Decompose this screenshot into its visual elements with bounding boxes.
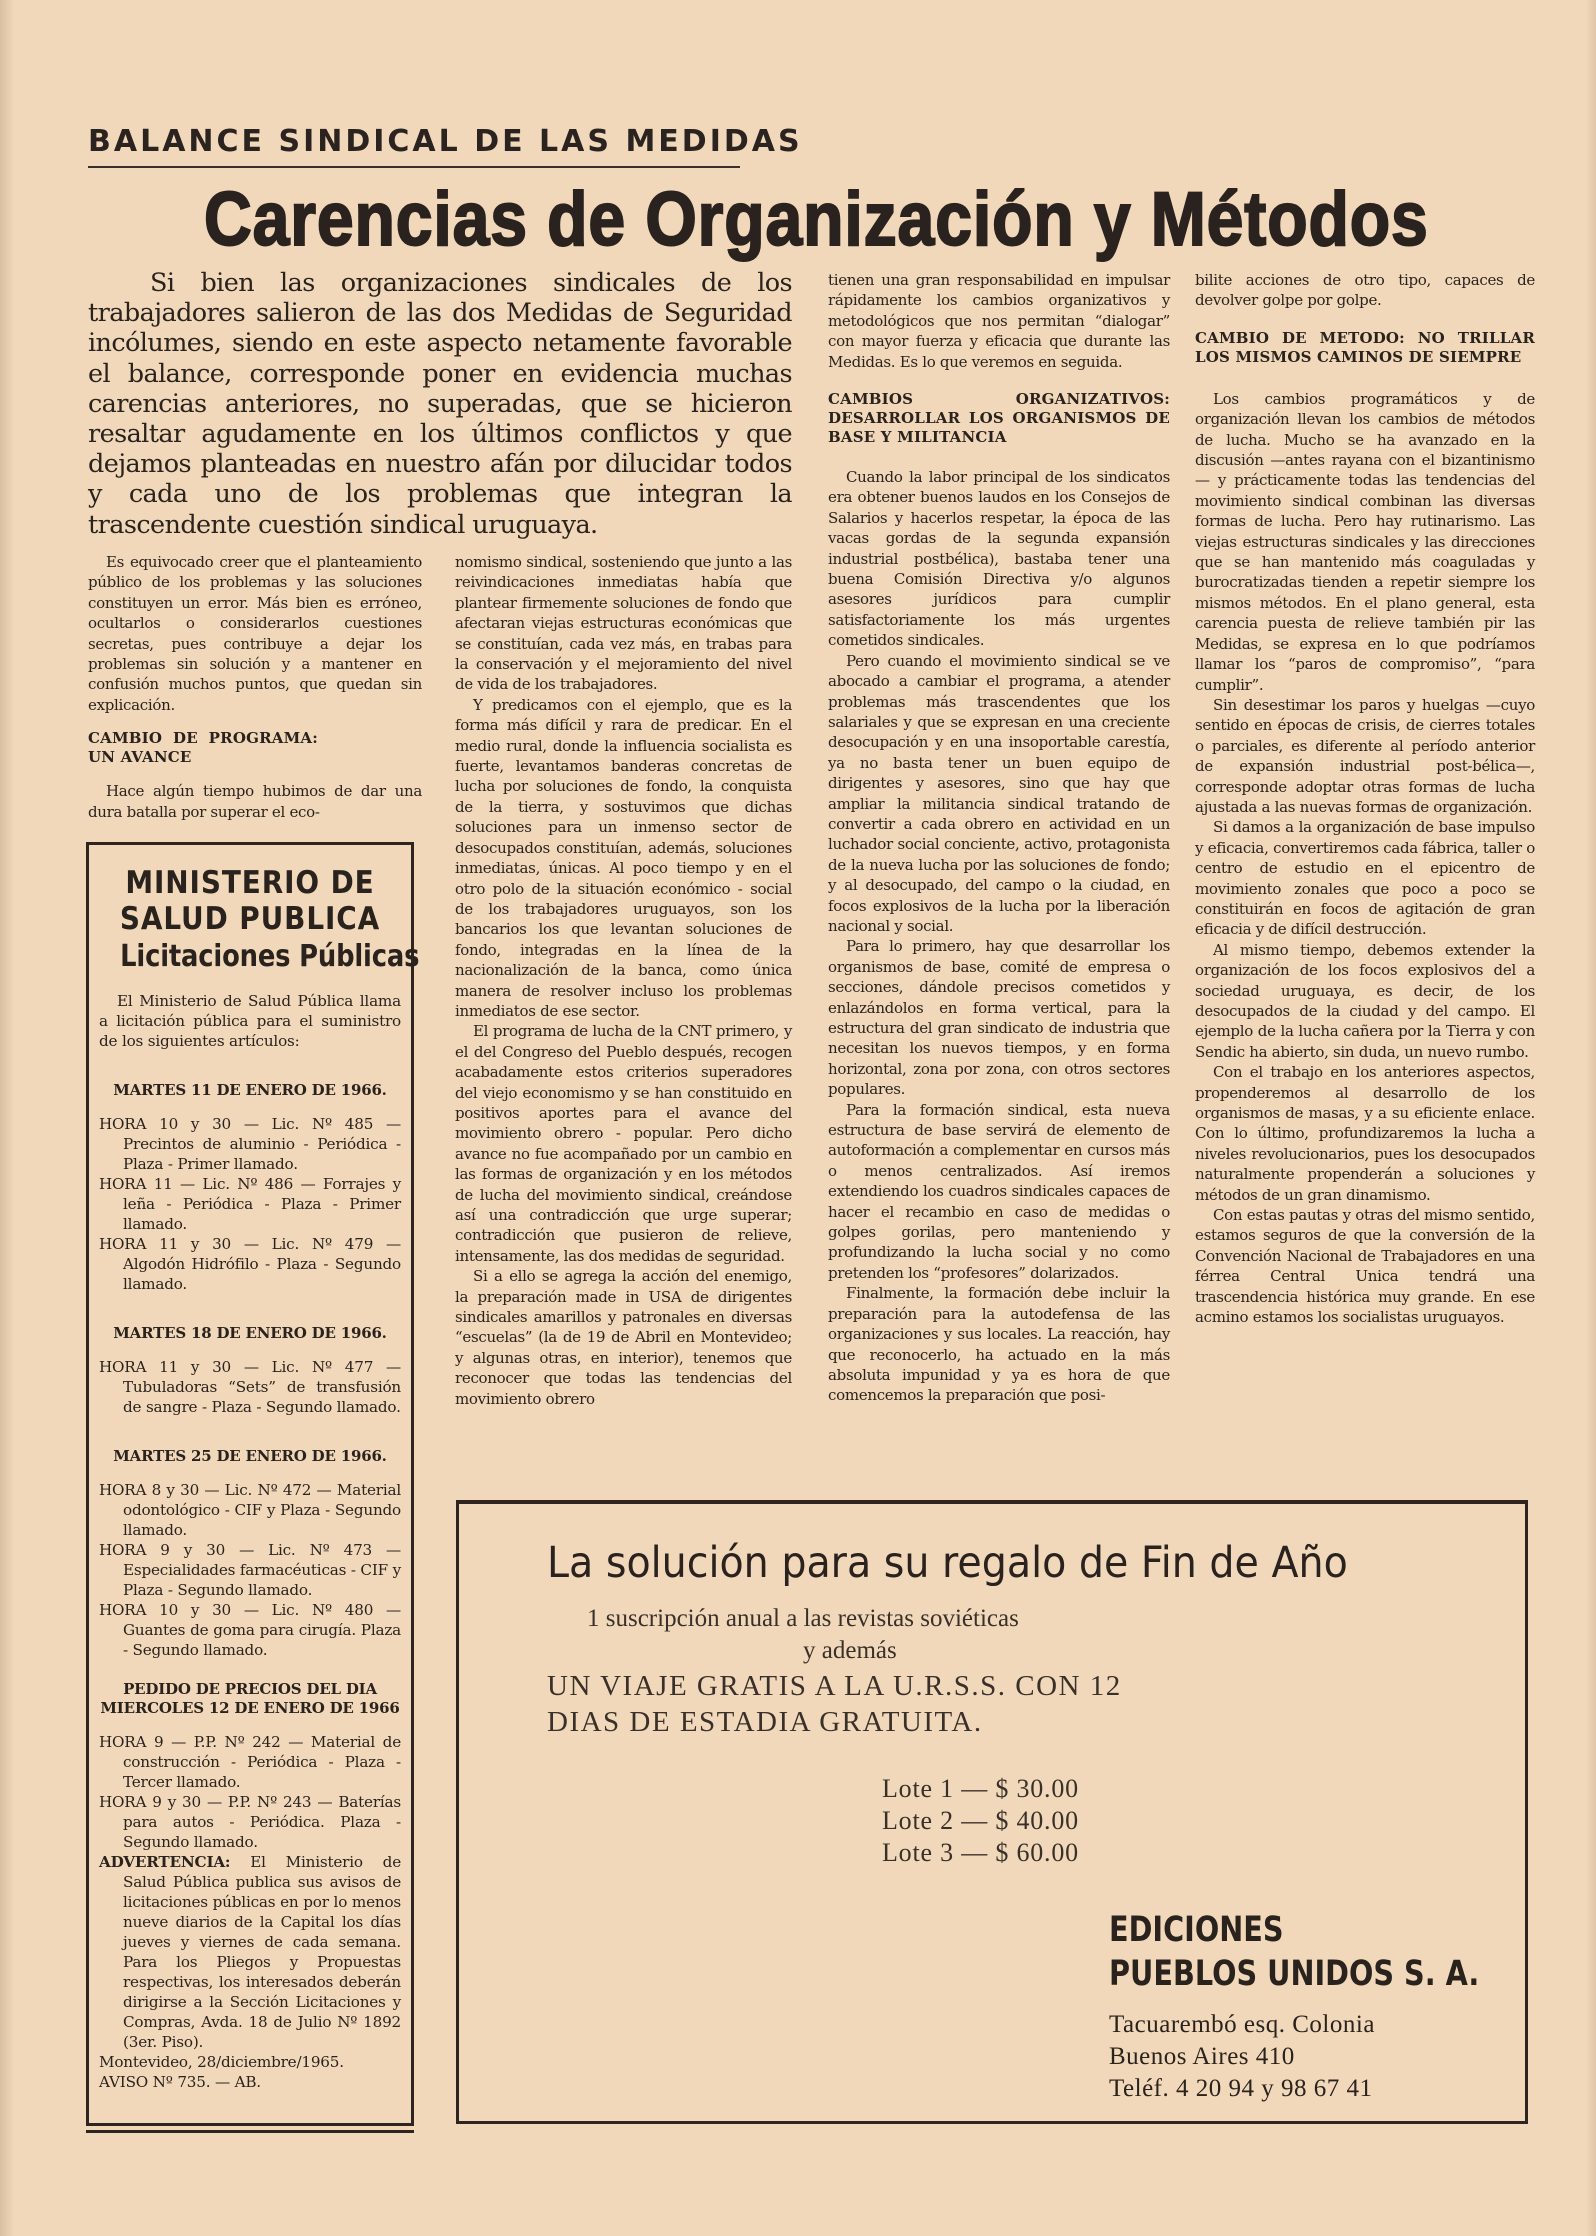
tender-item: HORA 11 — Lic. Nº 486 — Forrajes y leña - Periódica - Plaza - Primer llamado. bbox=[99, 1175, 401, 1233]
paragraph: Con estas pautas y otras del mismo sentido, estamos seguros de que la conversión de la Convención Nacional de Trabajadores en una férrea Central Unica tendrá una trascendencia histórica muy grande. En ese acmino estamos los socialistas uruguayos. bbox=[1195, 1206, 1535, 1327]
paragraph: Los cambios programáticos y de organización llevan los cambios de métodos de lucha. Mucho se ha avanzado en la discusión —antes rayana con el bizantinismo— y prácticamente todas las tendencias del movimiento sindical combinan las diversas formas de lucha. Pero hay rutinarismo. Las viejas estructuras sindicales y las direcciones que se han mantenido más coaguladas y burocratizadas tienden a repetir siempre los mismos métodos. En el plano general, esta carencia puesta de relieve también pir las Medidas, se expresa en lo que podríamos llamar los “paros de compromiso”, “para cumplir”. bbox=[1195, 389, 1535, 694]
publisher-name-line-1: EDICIONES bbox=[1109, 1910, 1284, 1950]
subheading: CAMBIO DE METODO: NO TRILLAR LOS MISMOS CAMINOS DE SIEMPRE bbox=[1195, 328, 1535, 366]
paragraph: Pero cuando el movimiento sindical se ve abocado a cambiar el programa, a atender problemas más trascendentes que los salariales y que se expresan en una creciente desocupación y en una insoportable carestía, ya no basta tener un buen equipo de dirigentes y asesores, sino que hay que ampliar la militancia sindical tratando de convertir a cada obrero en actividad en un luchador social conciente, activo, protagonista de la nueva lucha por las soluciones de fondo; y al desocupado, del campo o la ciudad, en focos explosivos de la lucha por la liberación nacional y social. bbox=[828, 651, 1170, 935]
tender-date: MARTES 11 DE ENERO DE 1966. bbox=[113, 1081, 387, 1099]
ministry-intro: El Ministerio de Salud Pública llama a licitación pública para el suministro de los siguientes artículos: bbox=[99, 992, 401, 1050]
page-edge-shadow bbox=[1586, 0, 1596, 2236]
tender-item: HORA 9 y 30 — P.P. Nº 243 — Baterías para autos - Periódica. Plaza - Segundo llamado. bbox=[99, 1793, 401, 1851]
tender-date: MARTES 25 DE ENERO DE 1966. bbox=[113, 1447, 387, 1465]
article-column-4 bbox=[1195, 270, 1535, 1328]
paragraph: Es equivocado creer que el planteamiento público de los problemas y las soluciones constituyen un error. Más bien es erróneo, ocultarlos o considerarlos cuestiones secretas, pues contribuye a dejar los problemas sin solución y a mantener en confusión muchos puntos, que quedan sin explicación. bbox=[88, 553, 422, 714]
tender-item: HORA 11 y 30 — Lic. Nº 477 — Tubuladoras “Sets” de transfusión de sangre - Plaza - Segundo llamado. bbox=[99, 1358, 401, 1416]
warning-label: ADVERTENCIA: bbox=[99, 1853, 231, 1871]
paragraph: Cuando la labor principal de los sindicatos era obtener buenos laudos en los Consejos de Salarios y hacerlos respetar, la época de las vacas gordas de la segunda expansión industrial postbélica), bastaba tener una buena Comisión Directiva y/o algunos asesores jurídicos para cumplir satisfactoriamente los más urgentes cometidos sindicales. bbox=[828, 468, 1170, 650]
paragraph: tienen una gran responsabilidad en impulsar rápidamente los cambios organizativos y metodológicos que nos permitan “dialogar” con mayor fuerza y eficacia que durante las Medidas. Es lo que veremos en seguida. bbox=[828, 271, 1170, 371]
tender-item: HORA 10 y 30 — Lic. Nº 485 — Precintos de aluminio - Periódica - Plaza - Primer llamado. bbox=[99, 1115, 401, 1173]
tender-warning bbox=[99, 1852, 401, 2052]
subheading: CAMBIO DE PROGRAMA: UN AVANCE bbox=[88, 729, 318, 767]
tender-item: HORA 9 y 30 — Lic. Nº 473 — Especialidades farmacéuticas - CIF y Plaza - Segundo llamado. bbox=[99, 1541, 401, 1599]
article-lead: Si bien las organizaciones sindicales de los trabajadores salieron de las dos Medidas de Seguridad incólumes, siendo en este aspecto netamente favorable el balance, corresponde poner en evidencia muchas carencias anteriores, no superadas, que se hicieron resaltar agudamente en los últimos conflictos y que dejamos planteadas en nuestro afán por dilucidar todos y cada uno de los problemas que integran la trascendente cuestión sindical uruguaya. bbox=[88, 268, 792, 540]
tender-date: MARTES 18 DE ENERO DE 1966. bbox=[113, 1324, 387, 1342]
paragraph: bilite acciones de otro tipo, capaces de devolver golpe por golpe. bbox=[1195, 271, 1535, 310]
place-date: Montevideo, 28/diciembre/1965. bbox=[99, 2053, 344, 2071]
publisher-name-line-2: PUEBLOS UNIDOS S. A. bbox=[1109, 1954, 1480, 1994]
ad-line-subscription: 1 suscripción anual a las revistas soviéticas bbox=[587, 1605, 1019, 1632]
tender-group bbox=[99, 1324, 401, 1417]
paragraph: Si damos a la organización de base impulso y eficacia, convertiremos cada fábrica, taller o centro de estudio en el epicentro de movimiento zonales que poco a poco se constituirán en focos de agitación de gran eficacia y de difícil destrucción. bbox=[1195, 818, 1535, 939]
tender-group bbox=[99, 1447, 401, 1660]
ad-lot: Lote 3 — $ 60.00 bbox=[882, 1838, 1079, 1867]
section-kicker: BALANCE SINDICAL DE LAS MEDIDAS bbox=[88, 124, 803, 159]
page-edge-shadow bbox=[0, 0, 14, 2236]
paragraph: Sin desestimar los paros y huelgas —cuyo sentido en épocas de crisis, de cierres totales o parciales, es diferente al período anterior de expansión industrial post-bélica—, corresponde adoptar otras formas de lucha ajustada a las nuevas formas de organización. bbox=[1195, 695, 1535, 816]
ministry-subtitle: Licitaciones Públicas bbox=[120, 939, 420, 974]
paragraph: El programa de lucha de la CNT primero, y el del Congreso del Pueblo después, recogen acabadamente estos criterios superadores del viejo economismo y se han constituido en positivos aportes para el avance del movimiento obrero - popular. Pero dicho avance no fue acompañado por un cambio en las formas de organización y en los métodos de lucha del movimiento sindical, creándose así una contradicción que urge superar; contradicción que pusieron de relieve, intensamente, las dos medidas de seguridad. bbox=[455, 1022, 792, 1265]
tender-item: HORA 8 y 30 — Lic. Nº 472 — Material odontológico - CIF y Plaza - Segundo llamado. bbox=[99, 1481, 401, 1539]
article-column-2 bbox=[455, 552, 792, 1409]
publisher-phone: Teléf. 4 20 94 y 98 67 41 bbox=[1109, 2075, 1373, 2102]
paragraph: Al mismo tiempo, debemos extender la organización de los focos explosivos del a sociedad uruguaya, es decir, de los desocupados de la ciudad y del campo. El ejemplo de la lucha cañera por la Tierra y con Sendic ha abierto, sin duda, un nuevo rumbo. bbox=[1195, 940, 1535, 1061]
notice-number: AVISO Nº 735. — AB. bbox=[99, 2073, 261, 2091]
subheading: CAMBIOS ORGANIZATIVOS: DESARROLLAR LOS ORGANISMOS DE BASE Y MILITANCIA bbox=[828, 390, 1170, 447]
ad-lot: Lote 2 — $ 40.00 bbox=[882, 1806, 1079, 1835]
ministry-title-line-1: MINISTERIO DE bbox=[125, 865, 375, 901]
article-column-1 bbox=[88, 552, 422, 822]
publisher-address-1: Tacuarembó esq. Colonia bbox=[1109, 2011, 1375, 2038]
paragraph: Y predicamos con el ejemplo, que es la forma más difícil y rara de predicar. En el medio rural, donde la influencia socialista es fuerte, levantamos banderas concretas de lucha por soluciones de fondo, la conquista de la tierra, y sostuvimos que dichas soluciones para un inmenso sector de desocupados constituían, además, soluciones inmediatas, únicas. Al poco tiempo y en el otro polo de la situación económico - social de los trabajadores uruguayos, son los bancarios los que levantan soluciones de fondo, integradas en la línea de la nacionalización de la banca, como única manera de resolver incluso los problemas inmediatos de ese sector. bbox=[455, 695, 792, 1020]
paragraph: Para lo primero, hay que desarrollar los organismos de base, comité de empresa o secciones, dándole precisos cometidos y enlazándolos en forma vertical, para la estructura del gran sindicato de industria que necesitan los nuevos tiempos, y en forma horizontal, zona por zona, con otros sectores populares. bbox=[828, 937, 1170, 1099]
tender-group bbox=[99, 1081, 401, 1294]
article-column-3 bbox=[828, 270, 1170, 1406]
subscription-advertisement bbox=[456, 1500, 1528, 2124]
tender-date: PEDIDO DE PRECIOS DEL DIA MIERCOLES 12 DE ENERO DE 1966 bbox=[100, 1680, 400, 1717]
ad-headline: La solución para su regalo de Fin de Año bbox=[547, 1538, 1348, 1588]
tender-group bbox=[99, 1680, 401, 2092]
paragraph: Con el trabajo en los anteriores aspectos, propenderemos al desarrollo de los organismos de masas, y a su eficiente enlace. Con lo último, profundizaremos la lucha a niveles revolucionarios, pues los desocupados naturalmente propenderán a soluciones y métodos de un gran dinamismo. bbox=[1195, 1063, 1535, 1204]
ad-lot: Lote 1 — $ 30.00 bbox=[882, 1774, 1079, 1803]
ad-line-also: y además bbox=[803, 1637, 897, 1664]
paragraph: Para la formación sindical, esta nueva estructura de base servirá de elemento de autoformación a complementar en cursos más o menos centralizados. Así iremos extendiendo los cuadros sindicales capaces de hacer el recambio en caso de medidas o golpes gorilas, pero manteniendo y profundizando la lucha social y no como pretenden los “profesores” dolarizados. bbox=[828, 1100, 1170, 1282]
tender-item: HORA 10 y 30 — Lic. Nº 480 — Guantes de goma para cirugía. Plaza - Segundo llamado. bbox=[99, 1601, 401, 1659]
ministry-title-line-2: SALUD PUBLICA bbox=[119, 901, 381, 937]
ad-offer-line-2: DIAS DE ESTADIA GRATUITA. bbox=[547, 1706, 983, 1738]
ministry-tender-notice bbox=[86, 842, 420, 2126]
tender-item: HORA 11 y 30 — Lic. Nº 479 — Algodón Hidrófilo - Plaza - Segundo llamado. bbox=[99, 1235, 401, 1293]
paragraph: Finalmente, la formación debe incluir la preparación para la autodefensa de las organizaciones y sus locales. La reacción, hay que reconocerlo, ha actuado en la más absoluta impunidad y ya es hora de que comencemos la preparación que posi- bbox=[828, 1284, 1170, 1405]
paragraph: Si a ello se agrega la acción del enemigo, la preparación made in USA de dirigentes sindicales amarillos y patronales en diversas “escuelas” (la de 19 de Abril en Montevideo; y algunas otras, en interior), tenemos que reconocer que todas las tendencias del movimiento obrero bbox=[455, 1267, 792, 1408]
publisher-address-2: Buenos Aires 410 bbox=[1109, 2043, 1295, 2070]
article-headline: Carencias de Organización y Métodos bbox=[204, 177, 1429, 262]
paragraph: nomismo sindical, sosteniendo que junto a las reivindicaciones inmediatas había que plantear firmemente soluciones de fondo que afectaran viejas estructuras económicas que se constituían, cada vez más, en trabas para la conservación y el mejoramiento del nivel de vida de los trabajadores. bbox=[455, 553, 792, 694]
ad-offer-line-1: UN VIAJE GRATIS A LA U.R.S.S. CON 12 bbox=[547, 1670, 1122, 1702]
kicker-underline bbox=[88, 166, 740, 168]
warning-text: El Ministerio de Salud Pública publica sus avisos de licitaciones públicas en por lo menos nueve diarios de la Capital los días jueves y viernes de cada semana. Para los Pliegos y Propuestas respectivas, los interesados deberán dirigirse a la Sección Licitaciones y Compras, Avda. 18 de Julio Nº 1892 (3er. Piso). bbox=[123, 1853, 401, 2051]
notice-bottom-rule bbox=[86, 2130, 414, 2133]
paragraph: Hace algún tiempo hubimos de dar una dura batalla por superar el eco- bbox=[88, 782, 422, 821]
tender-item: HORA 9 — P.P. Nº 242 — Material de construcción - Periódica - Plaza - Tercer llamado. bbox=[99, 1733, 401, 1791]
